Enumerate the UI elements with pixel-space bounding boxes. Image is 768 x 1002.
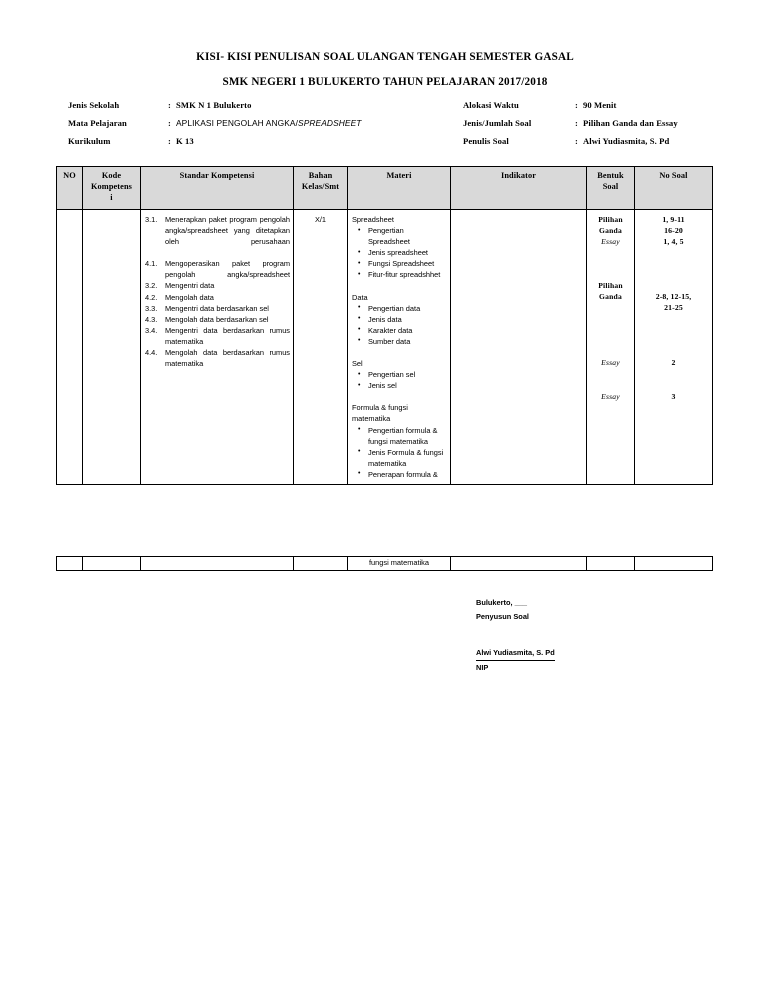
meta-field-mata-pelajaran [68, 118, 463, 128]
materi-item: • Jenis data [366, 314, 447, 325]
sk-text: Mengolah data berdasarkan sel [165, 314, 269, 324]
sk-text: Mengentri data [165, 281, 215, 291]
th-materi-label: Materi [386, 171, 412, 180]
materi-heading: Data [352, 292, 368, 302]
sk-spacer [145, 247, 290, 258]
cell-indikator-value [451, 210, 586, 218]
title-block [55, 50, 715, 90]
materi-item: • Pengertian sel [366, 369, 447, 380]
no-soal-entry: 21-25 [664, 303, 683, 313]
sk-text: Mengolah data berdasarkan rumus matematika [165, 348, 290, 369]
th-no-label: NO [63, 171, 76, 180]
th-materi [348, 167, 451, 210]
bentuk-soal-entry: Essay [601, 391, 620, 401]
kisi-kisi-table [56, 166, 713, 485]
meta-separator: : [168, 100, 171, 110]
materi-group-sel [352, 358, 447, 391]
meta-row [68, 118, 713, 136]
meta-separator: : [168, 136, 171, 146]
sk-item [145, 303, 290, 314]
materi-item: • Sumber data [366, 336, 447, 347]
materi-group-formula-fungsi [352, 402, 447, 480]
sk-number: 4.1. [145, 259, 158, 269]
sk-item [145, 325, 290, 347]
th-kode-line3: i [110, 193, 113, 202]
th-standar-kompetensi [141, 167, 294, 210]
sk-text: Mengoperasikan paket program pengolah angka/spreadsheet [165, 259, 290, 280]
meta-value [176, 118, 362, 128]
no-soal-list [635, 210, 712, 402]
cont-cell-indikator [451, 557, 587, 571]
table-row [57, 210, 713, 485]
meta-label: Kurikulum [68, 136, 111, 146]
th-kode-kompetensi [83, 167, 141, 210]
materi-list [348, 210, 450, 484]
th-bahan-line2: Kelas/Smt [301, 182, 340, 191]
materi-heading: Sel [352, 359, 363, 369]
cell-standar-kompetensi [141, 210, 294, 485]
sk-text: Mengolah data [165, 292, 214, 302]
sk-number: 3.2. [145, 281, 158, 291]
th-kode-line2: Kompetens [91, 182, 132, 191]
materi-item: • Jenis spreadsheet [366, 247, 447, 258]
sk-number: 4.4. [145, 348, 158, 358]
materi-spacer [352, 281, 447, 292]
sk-number: 3.1. [145, 215, 158, 224]
meta-label: Penulis Soal [463, 136, 509, 146]
materi-items [352, 369, 447, 391]
document-title: KISI- KISI PENULISAN SOAL ULANGAN TENGAH SEMESTER GASAL [196, 51, 574, 63]
th-indikator-label: Indikator [500, 171, 537, 180]
meta-row [68, 100, 713, 118]
meta-field-kurikulum [68, 136, 463, 146]
meta-separator: : [575, 100, 578, 110]
no-soal-entry: 16-20 [664, 226, 683, 236]
meta-field-alokasi-waktu [463, 100, 713, 110]
cont-cell-kode [83, 557, 141, 571]
materi-items [352, 225, 447, 280]
materi-heading: Formula & fungsi matematika [352, 403, 408, 424]
sk-number: 3.3. [145, 303, 158, 313]
th-indikator [451, 167, 587, 210]
cont-cell-bentuk [587, 557, 635, 571]
meta-label: Alokasi Waktu [463, 100, 519, 110]
cell-no-value [57, 210, 82, 218]
materi-item: • Fungsi Spreadsheet [366, 258, 447, 269]
signature-block [476, 596, 555, 675]
materi-item: • Pengertian formula & fungsi matematika [366, 425, 447, 447]
meta-row [68, 136, 713, 154]
no-soal-spacer [635, 247, 712, 291]
sk-text: Menerapkan paket program pengolah angka/spreadsheet yang ditetapkan oleh perusahaan [165, 215, 290, 247]
meta-field-jenis-sekolah [68, 100, 463, 110]
sk-item [145, 292, 290, 303]
meta-value: K 13 [176, 136, 194, 146]
bentuk-soal-list [587, 210, 634, 402]
meta-label: Mata Pelajaran [68, 118, 127, 128]
sk-number: 4.2. [145, 292, 158, 302]
materi-spacer [352, 391, 447, 402]
sk-text: Mengentri data berdasarkan rumus matematika [165, 325, 290, 346]
sk-number: 4.3. [145, 314, 158, 324]
materi-item: • Jenis sel [366, 380, 447, 391]
bentuk-soal-entry: Ganda [599, 226, 622, 236]
th-bahan-kelas-smt [294, 167, 348, 210]
cont-cell-standar [141, 557, 294, 571]
materi-item: • Pengertian Spreadsheet [366, 225, 447, 247]
bentuk-soal-entry: Ganda [599, 292, 622, 302]
materi-item: • Karakter data [366, 325, 447, 336]
bentuk-soal-entry: Essay [601, 358, 620, 368]
cell-indikator [451, 210, 587, 485]
cell-bentuk-soal [587, 210, 635, 485]
sk-item [145, 214, 290, 247]
th-bentuk-soal [587, 167, 635, 210]
meta-separator: : [575, 136, 578, 146]
cont-cell-nosoal [635, 557, 713, 571]
no-soal-spacer [635, 369, 712, 391]
materi-group-spreadsheet [352, 214, 447, 281]
meta-value-italic: SPREADSHEET [298, 118, 362, 128]
sk-item [145, 347, 290, 369]
signature-name: Alwi Yudiasmita, S. Pd [476, 646, 555, 661]
th-nosoal-label: No Soal [659, 171, 688, 180]
cont-cell-no [57, 557, 83, 571]
continuation-row [57, 557, 713, 571]
bentuk-soal-entry: Pilihan [598, 215, 623, 224]
meta-value-plain: APLIKASI PENGOLAH ANGKA/ [176, 118, 299, 128]
materi-items [352, 303, 447, 347]
th-no-soal [635, 167, 713, 210]
signature-name-wrap [476, 646, 555, 661]
meta-separator: : [168, 118, 171, 128]
no-soal-entry: 1, 9-11 [662, 215, 685, 224]
th-kode-line1: Kode [101, 171, 122, 180]
signature-place-date: Bulukerto, ___ [476, 598, 527, 607]
no-soal-entry: 2 [671, 358, 676, 368]
materi-item: • Jenis Formula & fungsi matematika [366, 447, 447, 469]
sk-item [145, 280, 290, 291]
materi-item: • Pengertian data [366, 303, 447, 314]
materi-heading: Spreadsheet [352, 215, 394, 224]
kisi-kisi-continuation-table [56, 556, 713, 571]
materi-item: • Fitur-fitur spreadshhet [366, 269, 447, 280]
cell-kode-kompetensi [83, 210, 141, 485]
meta-label: Jenis Sekolah [68, 100, 120, 110]
materi-item: • Penerapan formula & [366, 469, 447, 480]
no-soal-entry: 3 [671, 391, 676, 401]
no-soal-spacer [635, 313, 712, 357]
cell-kode-value [83, 210, 140, 218]
meta-value: Pilihan Ganda dan Essay [583, 118, 678, 128]
continuation-materi-text: fungsi matematika [369, 558, 429, 567]
cont-cell-bahan [294, 557, 348, 571]
cell-no [57, 210, 83, 485]
header-meta [68, 100, 713, 154]
th-bahan-line1: Bahan [308, 171, 333, 180]
table-header-row [57, 167, 713, 210]
sk-number: 3.4. [145, 325, 158, 335]
signature-role: Penyusun Soal [476, 612, 529, 621]
standar-kompetensi-list [141, 210, 293, 373]
meta-value: 90 Menit [583, 100, 617, 110]
bentuk-spacer [587, 247, 634, 280]
sk-item [145, 314, 290, 325]
meta-value: Alwi Yudiasmita, S. Pd [583, 136, 670, 146]
materi-spacer [352, 347, 447, 358]
sk-item [145, 258, 290, 280]
no-soal-entry: 1, 4, 5 [663, 237, 684, 247]
meta-field-jenis-jumlah-soal [463, 118, 713, 128]
document-subtitle: SMK NEGERI 1 BULUKERTO TAHUN PELAJARAN 2017/2018 [222, 76, 548, 88]
bentuk-spacer [587, 369, 634, 391]
meta-field-penulis-soal [463, 136, 713, 146]
th-no [57, 167, 83, 210]
meta-separator: : [575, 118, 578, 128]
cont-cell-materi [348, 557, 451, 571]
signature-nip-label: NIP [476, 663, 489, 672]
meta-label: Jenis/Jumlah Soal [463, 118, 532, 128]
cell-no-soal [635, 210, 713, 485]
th-bentuk-line1: Bentuk [597, 171, 624, 180]
no-soal-entry: 2-8, 12-15, [655, 292, 692, 302]
bentuk-soal-entry: Essay [601, 237, 620, 247]
bentuk-spacer [587, 302, 634, 357]
signature-spacer [476, 624, 555, 646]
materi-group-data [352, 292, 447, 347]
sk-text: Mengentri data berdasarkan sel [165, 303, 269, 313]
bentuk-soal-entry: Pilihan [598, 281, 623, 291]
meta-value: SMK N 1 Bulukerto [176, 100, 252, 110]
bahan-kelas-smt-value: X/1 [314, 215, 327, 224]
materi-items [352, 425, 447, 480]
th-bentuk-line2: Soal [602, 182, 619, 191]
th-standar-label: Standar Kompetensi [179, 171, 255, 180]
cell-materi [348, 210, 451, 485]
cell-bahan-kelas-smt [294, 210, 348, 485]
